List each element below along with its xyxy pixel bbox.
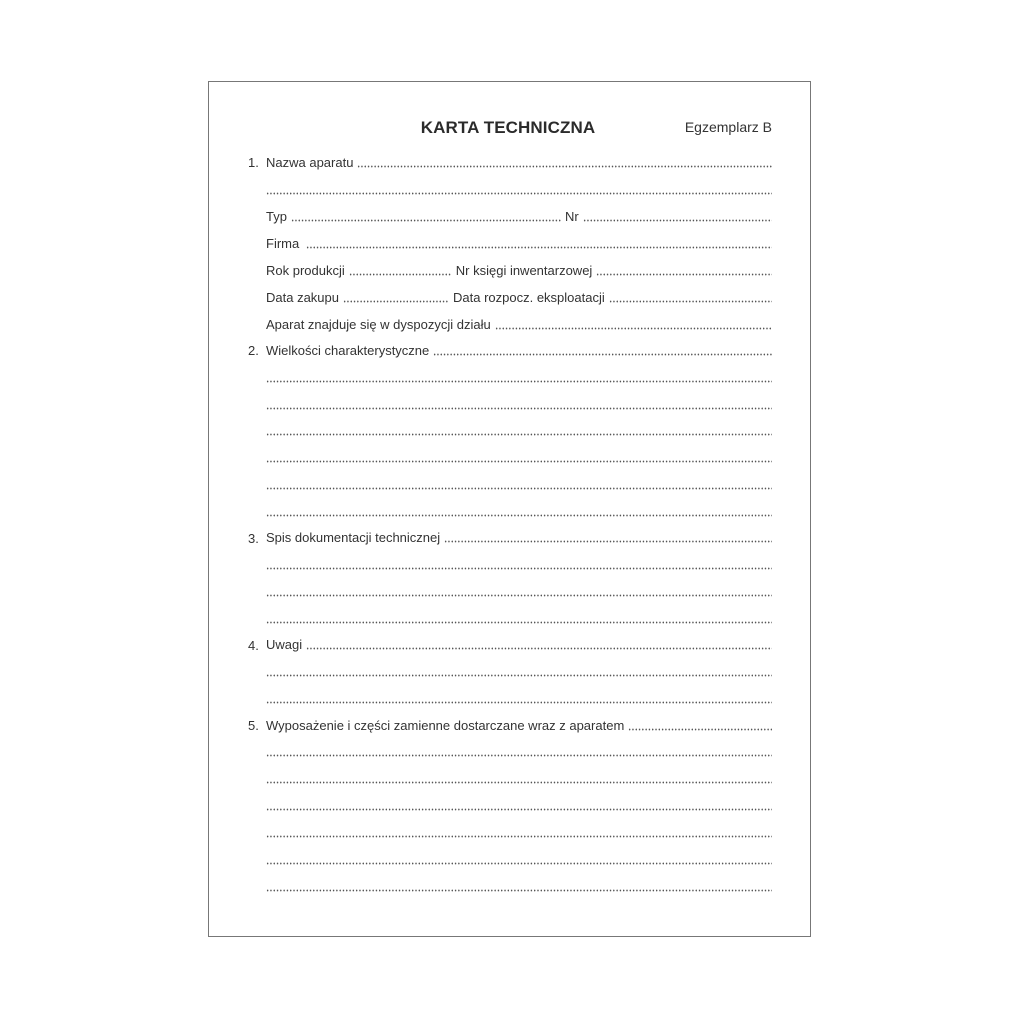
equipment-label: Wyposażenie i części zamienne dostarczane wraz z aparatem bbox=[266, 718, 625, 733]
notes-field[interactable] bbox=[266, 637, 772, 653]
form-title: KARTA TECHNICZNA bbox=[420, 118, 596, 137]
equipment-line[interactable] bbox=[266, 798, 772, 814]
device-name-continuation-field[interactable] bbox=[266, 182, 772, 198]
section-5-number: 5. bbox=[248, 718, 259, 733]
equipment-line[interactable] bbox=[266, 852, 772, 868]
type-label: Typ bbox=[266, 209, 287, 224]
fill-line bbox=[266, 674, 772, 677]
copy-label: Egzemplarz B bbox=[684, 119, 772, 135]
characteristics-line[interactable] bbox=[266, 477, 772, 493]
documentation-line[interactable] bbox=[266, 584, 772, 600]
fill-line bbox=[266, 514, 772, 517]
type-field[interactable] bbox=[291, 219, 561, 222]
documentation-line[interactable] bbox=[266, 611, 772, 627]
purchase-label: Data zakupu bbox=[266, 290, 339, 305]
equipment-line[interactable] bbox=[266, 744, 772, 760]
documentation-label: Spis dokumentacji technicznej bbox=[266, 530, 441, 545]
equipment-line[interactable] bbox=[266, 879, 772, 895]
fill-line bbox=[628, 728, 772, 731]
notes-label: Uwagi bbox=[266, 637, 303, 652]
equipment-line[interactable] bbox=[266, 771, 772, 787]
fill-line bbox=[357, 165, 772, 168]
fill-line bbox=[266, 701, 772, 704]
fill-line bbox=[266, 487, 772, 490]
fill-line bbox=[433, 353, 772, 356]
fill-line bbox=[495, 327, 772, 330]
equipment-field[interactable] bbox=[266, 718, 772, 734]
section-4-number: 4. bbox=[248, 638, 259, 653]
operation-date-field[interactable] bbox=[609, 300, 772, 303]
fill-line bbox=[266, 835, 772, 838]
equipment-line[interactable] bbox=[266, 825, 772, 841]
fill-line bbox=[266, 433, 772, 436]
fill-line bbox=[266, 862, 772, 865]
inventory-label: Nr księgi inwentarzowej bbox=[455, 263, 593, 278]
year-label: Rok produkcji bbox=[266, 263, 345, 278]
fill-line bbox=[266, 594, 772, 597]
fill-line bbox=[266, 192, 772, 195]
nr-field[interactable] bbox=[583, 219, 772, 222]
characteristics-field[interactable] bbox=[266, 343, 772, 359]
fill-line bbox=[444, 540, 772, 543]
fill-line bbox=[266, 407, 772, 410]
fill-line bbox=[266, 808, 772, 811]
fill-line bbox=[266, 889, 772, 892]
characteristics-line[interactable] bbox=[266, 370, 772, 386]
department-label: Aparat znajduje się w dyspozycji działu bbox=[266, 317, 491, 332]
year-inventory-row bbox=[266, 263, 772, 279]
department-field[interactable] bbox=[266, 317, 772, 333]
fill-line bbox=[306, 647, 772, 650]
notes-line[interactable] bbox=[266, 664, 772, 680]
device-name-field[interactable] bbox=[266, 155, 772, 171]
year-field[interactable] bbox=[349, 273, 452, 276]
company-field[interactable] bbox=[266, 236, 772, 252]
documentation-field[interactable] bbox=[266, 530, 772, 546]
operation-label: Data rozpocz. eksploatacji bbox=[453, 290, 605, 305]
fill-line bbox=[266, 754, 772, 757]
fill-line bbox=[266, 621, 772, 624]
fill-line bbox=[306, 246, 772, 249]
purchase-date-field[interactable] bbox=[343, 300, 449, 303]
characteristics-label: Wielkości charakterystyczne bbox=[266, 343, 430, 358]
characteristics-line[interactable] bbox=[266, 397, 772, 413]
device-name-label: Nazwa aparatu bbox=[266, 155, 354, 170]
inventory-field[interactable] bbox=[596, 273, 772, 276]
company-label: Firma bbox=[266, 236, 300, 251]
characteristics-line[interactable] bbox=[266, 504, 772, 520]
fill-line bbox=[266, 460, 772, 463]
documentation-line[interactable] bbox=[266, 557, 772, 573]
section-1-number: 1. bbox=[248, 155, 259, 170]
notes-line[interactable] bbox=[266, 691, 772, 707]
fill-line bbox=[266, 380, 772, 383]
characteristics-line[interactable] bbox=[266, 450, 772, 466]
section-2-number: 2. bbox=[248, 343, 259, 358]
type-nr-row bbox=[266, 209, 772, 225]
fill-line bbox=[266, 781, 772, 784]
nr-label: Nr bbox=[564, 209, 579, 224]
purchase-operation-row bbox=[266, 290, 772, 306]
characteristics-line[interactable] bbox=[266, 423, 772, 439]
fill-line bbox=[266, 567, 772, 570]
section-3-number: 3. bbox=[248, 531, 259, 546]
